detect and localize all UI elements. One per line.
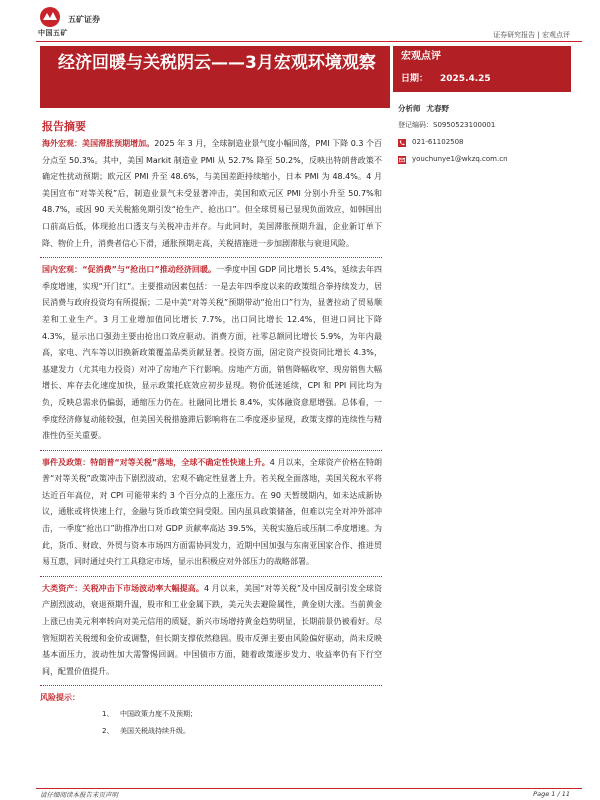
analyst-email[interactable]: youchunye1@wkzq.com.cn — [412, 155, 508, 163]
risk-section — [40, 690, 382, 740]
analyst-info — [398, 100, 578, 168]
paragraph-overseas — [40, 136, 382, 252]
paragraph-assets — [40, 581, 382, 681]
paragraph-body: 2025 年 3 月，全球制造业景气度小幅回落，PMI 下降 0.3 个百分点至 50.3%。其中，美国 Markit 制造业 PMI 从 52.7% 降至 50.2%，反映出特朗普政策不确定性扰动预期；欧元区 PMI 升至 48.6%，与美国差距持续缩小，日本 PMI 为 48.4%。4 月美国宣布“对等关税”后，制造业景气未受显著冲击，美国和欧元区 PMI 分别小升至 50.7%和 48.7%，或因 90 天关税豁免期引发“抢生产、抢出口”。但全球贸易已显现负面效应，如韩国出口前高后低，体现抢出口透支与关税冲击并存。与此同时，美国滞胀预期升温，企业新订单下降、物价上升，消费者信心下滑，通胀预期走高，关税措施进一步加剧滞胀与衰退风险。 — [42, 139, 383, 248]
paragraph-heading: 大类资产：关税冲击下市场波动率大幅提高。 — [42, 583, 204, 593]
analyst-name: 尤春野 — [426, 104, 449, 113]
paragraph-policy — [40, 455, 382, 571]
phone-row — [398, 134, 578, 151]
risk-heading: 风险提示： — [40, 693, 80, 703]
paragraph-body: 4 月以来，全球资产价格在特朗普“对等关税”政策冲击下剧烈波动，宏观不确定性显著上升。若关税全面落地，美国关税水平将达近百年高位，对 CPI 可能带来约 3 个百分点的上涨压力。在 90 天暂缓期内，如未达成新协议，通胀或将快速上行，金融与货币政策空间受限。国内虽具政策储备，但难以完全对冲外部冲击，一季度“抢出口”助推净出口对 GDP 贡献率高达 39.5%，关税实施后或压制二季度增速。为此，货币、财政、外贸与资本市场四方面需协同发力，近期中国加强与东南亚国家合作、推进贸易互惠，同时通过央行工具稳定市场，显示出积极应对外部压力的战略部署。 — [42, 457, 382, 567]
paragraph-heading: 国内宏观：“促消费”与“抢出口”推动经济回暖。 — [42, 265, 217, 275]
section-divider — [40, 685, 382, 686]
section-divider — [40, 576, 382, 577]
footer-disclaimer: 请仔细阅读本报告末页声明 — [40, 791, 118, 799]
breadcrumb: 证券研究报告 | 宏观点评 — [493, 31, 570, 39]
paragraph-body: 一季度中国 GDP 同比增长 5.4%，延续去年四季度增速，实现“开门红”。主要推动因素包括：一是去年四季度以来的政策组合拳持续发力，居民消费与政府投资均有所提振；二是中美“对等关税”预期带动“抢出口”行为，显著拉动了贸易顺差和工业生产。3 月工业增加值同比增长 7.7%，出口同比增长 12.4%，但进口同比下降 4.3%，显示出口强劲主要由抢出口效应驱动。消费方面，社零总额同比增长 5.9%，为年内最高，家电、汽车等以旧换新政策覆盖品类贡献显著。投资方面，固定资产投资同比增长 4.3%，基建发力（尤其电力投资）对冲了房地产下行影响。房地产方面，销售降幅收窄、现房销售大幅增长、库存去化速度加快，显示政策托底效应初步显现。物价低迷延续，CPI 和 PPI 同比均为负，反映总需求仍偏弱，通缩压力仍在。社融同比增长 8.4%，实体融资意愿增强。总体看，一季度经济修复动能较强，但美国关税措施滞后影响将在二季度逐步显现，政策支撑的连续性与精准性仍至关重要。 — [42, 265, 383, 441]
risk-item — [40, 723, 382, 740]
email-icon — [398, 156, 406, 164]
registration-code: S0950523100001 — [433, 121, 496, 129]
analyst-name-row — [398, 100, 578, 117]
report-type: 宏观点评 — [401, 51, 441, 62]
report-title: 经济回暖与关税阴云——3月宏观环境观察 — [40, 46, 390, 108]
page-number: Page 1 / 11 — [533, 790, 570, 798]
section-divider — [40, 257, 382, 258]
paragraph-body: 4 月以来，美国“对等关税”及中国反制引发全球资产剧烈波动，衰退预期升温，股市和工业金属下跌，美元失去避险属性，黄金则大涨。当前黄金上涨已由美元利率转向对美元信用的质疑，新兴市场增持黄金趋势明显，长期前景仍被看好。尽管短期若关税缓和金价或调整，但长期支撑依然稳固。股市反弹主要由风险偏好驱动，尚未反映基本面压力，波动性加大需警惕回调。中国债市方面，随着政策逐步发力、收益率仍有下行空间，配置价值提升。 — [42, 583, 383, 676]
date-value: 2025.4.25 — [440, 74, 491, 84]
report-date — [401, 70, 563, 88]
analyst-label: 分析师 — [398, 104, 421, 113]
paragraph-heading: 海外宏观：美国滞胀预期增加。 — [42, 139, 155, 148]
paragraph-domestic — [40, 262, 382, 445]
risk-item — [40, 706, 382, 723]
section-divider — [40, 450, 382, 451]
report-info-box — [393, 46, 571, 92]
logo-icon — [38, 6, 62, 28]
company-logo — [38, 6, 138, 36]
risk-item-number: 2、 — [102, 727, 114, 736]
risk-item-number: 1、 — [102, 710, 114, 719]
analyst-phone: 021-61102508 — [412, 138, 464, 146]
registration-row — [398, 117, 578, 134]
footer-divider — [36, 788, 582, 789]
paragraph-heading: 事件及政策：特朗普“对等关税”落地，全球不确定性快速上升。 — [42, 457, 270, 467]
summary-content — [40, 136, 382, 740]
brand-name-cn: 五矿证券 — [68, 15, 100, 24]
date-label: 日期： — [401, 74, 429, 84]
email-row — [398, 151, 578, 168]
risk-item-text: 美国关税战持续升级。 — [120, 727, 190, 736]
risk-item-text: 中国政策力度不及预期； — [120, 710, 197, 719]
header-divider — [36, 41, 582, 42]
phone-icon — [398, 139, 406, 147]
summary-title: 报告摘要 — [42, 120, 86, 133]
brand-name-group: 中国五矿 — [38, 29, 68, 37]
registration-label: 登记编码： — [398, 121, 433, 129]
